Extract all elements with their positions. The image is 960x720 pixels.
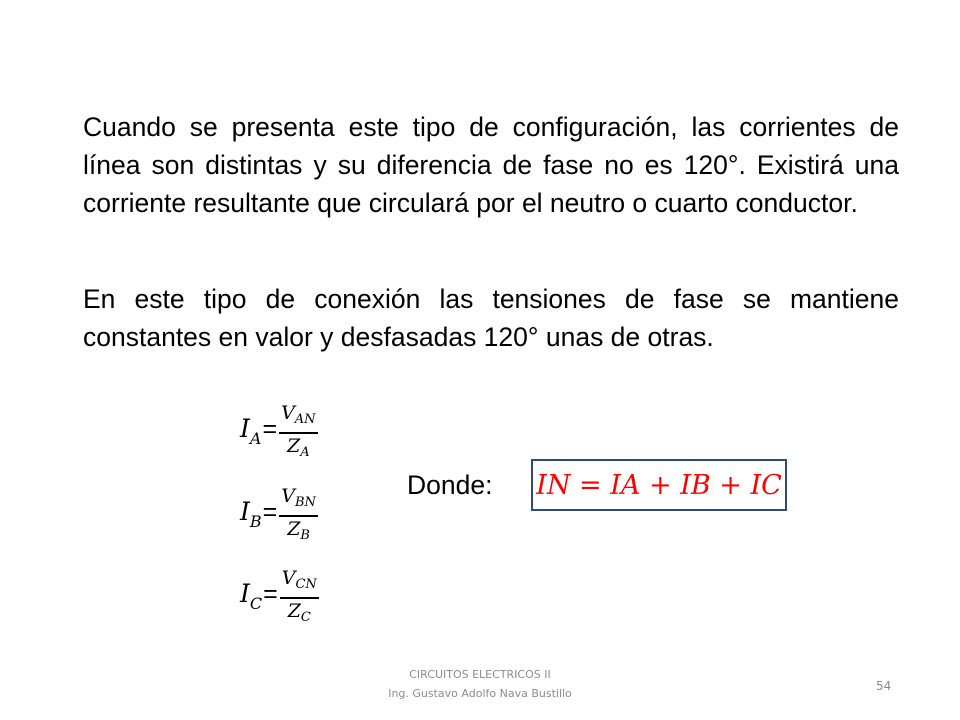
lhs-current-b: $I_B$: [240, 497, 262, 532]
numerator-voltage-cn: $V_{CN}$: [281, 567, 317, 592]
fraction-bar: [279, 432, 318, 434]
footer-author: Ing. Gustavo Adolfo Nava Bustillo: [388, 687, 572, 700]
footer: [0, 665, 960, 703]
fraction-c: [280, 567, 319, 629]
equation-current-c: [240, 567, 319, 629]
denominator-impedance-a: $Z_A$: [287, 434, 310, 460]
neutral-current-equation: 𝐼𝑁 = 𝐼𝐴 + 𝐼𝐵 + 𝐼𝐶: [536, 469, 782, 501]
denominator-impedance-b: $Z_B$: [287, 517, 310, 543]
lhs-current-a: $I_A$: [240, 414, 262, 449]
equals-sign: =: [262, 415, 278, 444]
donde-label: Donde:: [407, 470, 493, 500]
equals-sign: =: [262, 498, 278, 527]
equation-current-a: [240, 402, 318, 464]
paragraph-phase-voltages: En este tipo de conexión las tensiones de fase se mantiene constantes en valor y desfasadas 120° unas de otras.: [83, 284, 899, 352]
equals-sign: =: [263, 580, 278, 609]
fraction-b: [279, 485, 318, 547]
fraction-bar: [280, 597, 319, 599]
paragraph-configuration: Cuando se presenta este tipo de configuración, las corrientes de línea son distintas y su diferencia de fase no es 120°. Existirá una corriente resultante que circulará por el neutro o cuarto conductor.: [83, 112, 899, 218]
numerator-voltage-an: $V_{AN}$: [281, 402, 316, 427]
footer-course: CIRCUITOS ELECTRICOS II: [409, 668, 551, 681]
lhs-current-c: $I_C$: [240, 579, 263, 614]
equation-current-b: [240, 485, 318, 547]
denominator-impedance-c: $Z_C$: [287, 599, 311, 625]
fraction-bar: [279, 515, 318, 517]
neutral-current-equation-box: [531, 459, 787, 511]
fraction-a: [279, 402, 318, 464]
page-number: 54: [876, 679, 892, 693]
numerator-voltage-bn: $V_{BN}$: [281, 485, 316, 510]
